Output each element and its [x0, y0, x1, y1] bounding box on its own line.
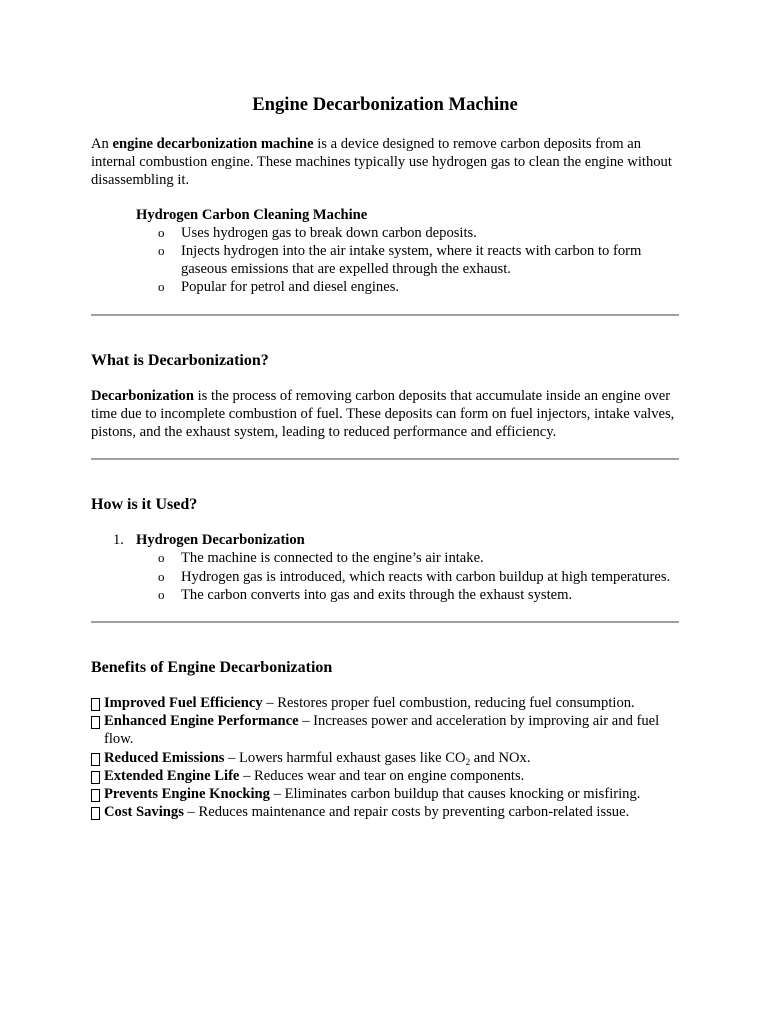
intro-paragraph	[91, 135, 679, 190]
bullet-icon: o	[158, 224, 165, 240]
benefit-item	[91, 803, 679, 821]
list-item	[91, 242, 679, 278]
bullet-icon: o	[158, 279, 165, 295]
benefit-text: – Lowers harmful exhaust gases like CO	[224, 749, 466, 766]
benefit-title: Reduced Emissions	[104, 749, 225, 766]
section-divider	[91, 458, 679, 460]
missing-glyph-icon	[91, 716, 100, 729]
missing-glyph-icon	[91, 698, 100, 711]
benefit-title: Prevents Engine Knocking	[104, 786, 270, 803]
bullet-icon: o	[158, 550, 165, 566]
benefits-list	[91, 694, 679, 821]
benefit-text-tail: and NOx.	[470, 749, 531, 766]
benefit-item	[91, 712, 679, 748]
list-item	[91, 568, 679, 586]
missing-glyph-icon	[91, 789, 100, 802]
list-item-text: Uses hydrogen gas to break down carbon deposits.	[181, 224, 477, 241]
missing-glyph-icon	[91, 771, 100, 784]
benefit-text: – Increases power and acceleration by improving air and fuel flow.	[104, 713, 660, 748]
benefit-item	[91, 767, 679, 785]
step-title: Hydrogen Decarbonization	[136, 532, 305, 549]
how-used-heading: How is it Used?	[91, 496, 198, 514]
subscript: 2	[465, 756, 471, 767]
list-item	[91, 586, 679, 604]
benefit-text: – Reduces wear and tear on engine components.	[239, 767, 525, 784]
bullet-icon: o	[158, 243, 165, 259]
document-title: Engine Decarbonization Machine	[252, 94, 518, 115]
what-is-text: is the process of removing carbon deposits that accumulate inside an engine over time due to incomplete combustion of fuel. These deposits can form on fuel injectors, intake valves, pistons, and the exhaust system, leading to reduced performance and efficiency.	[91, 387, 675, 441]
missing-glyph-icon	[91, 807, 100, 820]
missing-glyph-icon	[91, 753, 100, 766]
intro-prefix: An	[91, 136, 113, 152]
benefit-title: Enhanced Engine Performance	[104, 713, 299, 730]
intro-text: is a device designed to remove carbon deposits from an internal combustion engine. These machines typically use hydrogen gas to clean the engine without disassembling it.	[91, 136, 672, 189]
how-used-steps	[91, 531, 679, 604]
benefit-item	[91, 694, 679, 712]
benefit-title: Extended Engine Life	[104, 767, 240, 784]
bullet-icon: o	[158, 586, 165, 602]
what-is-heading: What is Decarbonization?	[91, 351, 269, 369]
bullet-icon: o	[158, 568, 165, 584]
list-item-text: Injects hydrogen into the air intake system, where it reacts with carbon to form gaseous emissions that are expelled through the exhaust.	[181, 243, 642, 278]
step-item	[91, 531, 679, 604]
list-item	[91, 549, 679, 567]
list-item	[91, 278, 679, 296]
section-divider	[91, 314, 679, 316]
document-content	[91, 92, 679, 821]
step-detail-list	[91, 549, 679, 604]
benefit-text: – Restores proper fuel combustion, reducing fuel consumption.	[262, 695, 635, 712]
benefits-heading: Benefits of Engine Decarbonization	[91, 659, 333, 677]
section-divider	[91, 621, 679, 623]
step-number: 1.	[113, 532, 124, 549]
benefit-text: – Reduces maintenance and repair costs by preventing carbon-related issue.	[183, 804, 630, 821]
benefit-item	[91, 785, 679, 803]
benefit-title: Improved Fuel Efficiency	[104, 695, 263, 712]
benefit-title: Cost Savings	[104, 804, 184, 821]
what-is-paragraph	[91, 387, 679, 442]
list-item-text: Popular for petrol and diesel engines.	[181, 279, 400, 296]
intro-bold-term: engine decarbonization machine	[112, 136, 314, 152]
benefit-text: – Eliminates carbon buildup that causes knocking or misfiring.	[269, 786, 641, 803]
machine-feature-list	[91, 224, 679, 297]
list-item-text: Hydrogen gas is introduced, which reacts with carbon buildup at high temperatures.	[181, 568, 671, 585]
what-is-bold-term: Decarbonization	[91, 387, 194, 404]
list-item	[91, 224, 679, 242]
machine-heading: Hydrogen Carbon Cleaning Machine	[136, 206, 368, 223]
list-item-text: The machine is connected to the engine’s air intake.	[181, 550, 484, 567]
list-item-text: The carbon converts into gas and exits through the exhaust system.	[181, 586, 573, 603]
benefit-item	[91, 749, 679, 767]
